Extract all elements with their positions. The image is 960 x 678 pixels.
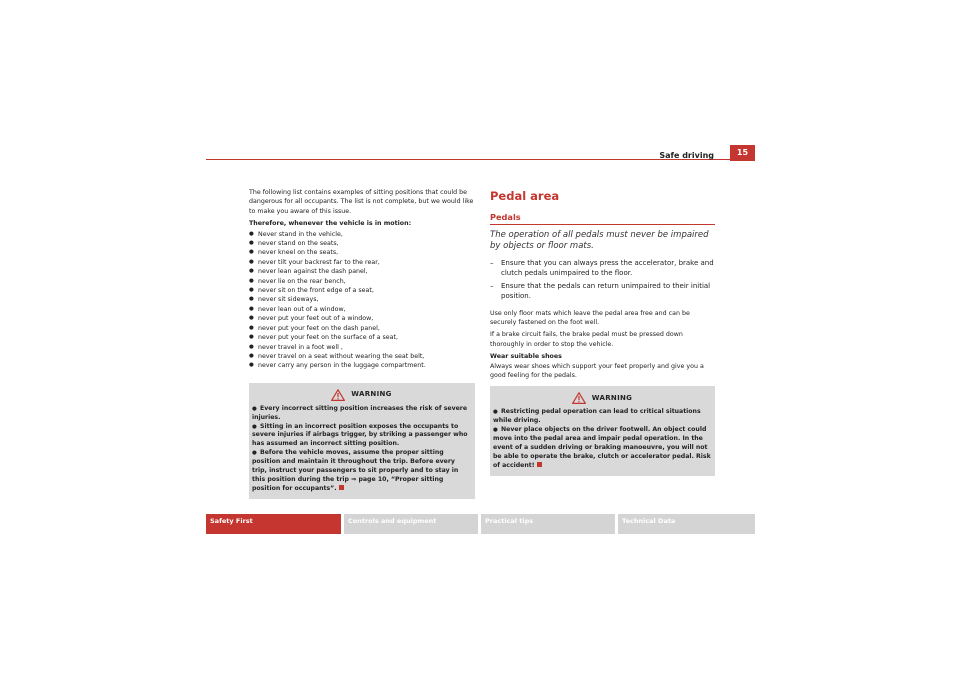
list-item: ● never put your feet out of a window, (249, 314, 475, 323)
page-title: Safe driving (659, 151, 714, 160)
shoes-paragraph: Always wear shoes which support your feet properly and give you a good feeling for the pedals. (490, 362, 704, 380)
list-item: ● never travel on a seat without wearing the seat belt, (249, 352, 475, 361)
warning-header (493, 390, 711, 406)
section-heading: Pedal area (490, 189, 560, 203)
list-item: ● never lie on the rear bench, (249, 277, 475, 286)
bullet-dot-icon: ● (252, 423, 257, 430)
warning-triangle-icon (331, 389, 345, 401)
bullet-dot-icon: ● (252, 405, 257, 412)
step-item: – Ensure that the pedals can return unimpaired to their initial position. (490, 282, 711, 300)
notes (490, 309, 715, 381)
page-number: 15 (730, 145, 755, 161)
warning-box-sitting (249, 383, 475, 499)
warning-header (252, 387, 471, 403)
bullet-dot-icon: ● (493, 427, 498, 434)
list-item: ● never stand on the seats, (249, 239, 475, 248)
list-item: ● never lean against the dash panel, (249, 267, 475, 276)
lead-in-text: Therefore, whenever the vehicle is in motion: (249, 220, 412, 228)
list-item: ● never travel in a foot well , (249, 343, 475, 352)
warning-box-pedals (490, 386, 715, 475)
footer-tab-practical-tips[interactable]: Practical tips (481, 514, 615, 534)
warning-item: ● Restricting pedal operation can lead to critical situations while driving. (493, 408, 701, 425)
footer-tab-technical-data[interactable]: Technical Data (618, 514, 755, 534)
list-item: ● never sit sideways, (249, 295, 475, 304)
lead-statement: The operation of all pedals must never be impaired by objects or floor mats. (490, 230, 709, 252)
sitting-positions-list (249, 230, 475, 371)
list-item: ● never put your feet on the dash panel, (249, 324, 475, 333)
bullet-dot-icon: ● (493, 409, 498, 416)
header-rule (206, 159, 730, 160)
warning-label: WARNING (351, 390, 392, 399)
list-item: ● never tilt your backrest far to the rear, (249, 258, 475, 267)
warning-item: ● Before the vehicle moves, assume the proper sitting position and maintain it throughout the trip. Before every trip, instruct your passengers to sit properly and to stay in this position during the trip ⇒ page 10, “Proper sitting position for occupants”. (252, 449, 459, 492)
section-end-icon (537, 462, 542, 467)
warning-triangle-icon (572, 392, 586, 404)
list-item: ● never carry any person in the luggage compartment. (249, 361, 475, 370)
warning-label: WARNING (591, 393, 633, 402)
shoes-heading: Wear suitable shoes (490, 353, 562, 361)
list-item: ● never sit on the front edge of a seat, (249, 286, 475, 295)
steps-list (490, 259, 715, 301)
step-item: – Ensure that you can always press the accelerator, brake and clutch pedals unimpaired to the floor. (490, 259, 714, 278)
list-item: ● never kneel on the seats, (249, 248, 475, 257)
warning-item: ● Every incorrect sitting position increases the risk of severe injuries. (252, 404, 468, 421)
list-item: ● Never stand in the vehicle, (249, 230, 475, 239)
bullet-dot-icon: ● (252, 450, 257, 457)
subsection-heading: Pedals (490, 213, 715, 225)
intro-paragraph: The following list contains examples of sitting positions that could be dangerous for all occupants. The list is not complete, but we would like to make you aware of this issue. (249, 189, 474, 215)
footer-tab-controls[interactable]: Controls and equipment (344, 514, 478, 534)
list-item: ● never lean out of a window, (249, 305, 475, 314)
right-column (490, 188, 715, 476)
left-column (249, 188, 475, 499)
footer-tab-safety-first[interactable]: Safety First (206, 514, 341, 534)
note-paragraph: Use only floor mats which leave the pedal area free and can be securely fastened on the foot well. (490, 309, 690, 326)
warning-item: ● Never place objects on the driver footwell. An object could move into the pedal area and impair pedal operation. In the event of a sudden driving or braking manoeuvre, you will not be able to operate the brake, clutch or accelerator pedal. Risk of accident! (493, 426, 711, 469)
section-end-icon (339, 485, 344, 490)
note-paragraph: If a brake circuit fails, the brake pedal must be pressed down thoroughly in order to stop the vehicle. (490, 331, 683, 348)
warning-item: ● Sitting in an incorrect position exposes the occupants to severe injuries if airbags trigger, by striking a passenger who has assumed an incorrect sitting position. (252, 422, 468, 448)
list-item: ● never put your feet on the surface of a seat, (249, 333, 475, 342)
